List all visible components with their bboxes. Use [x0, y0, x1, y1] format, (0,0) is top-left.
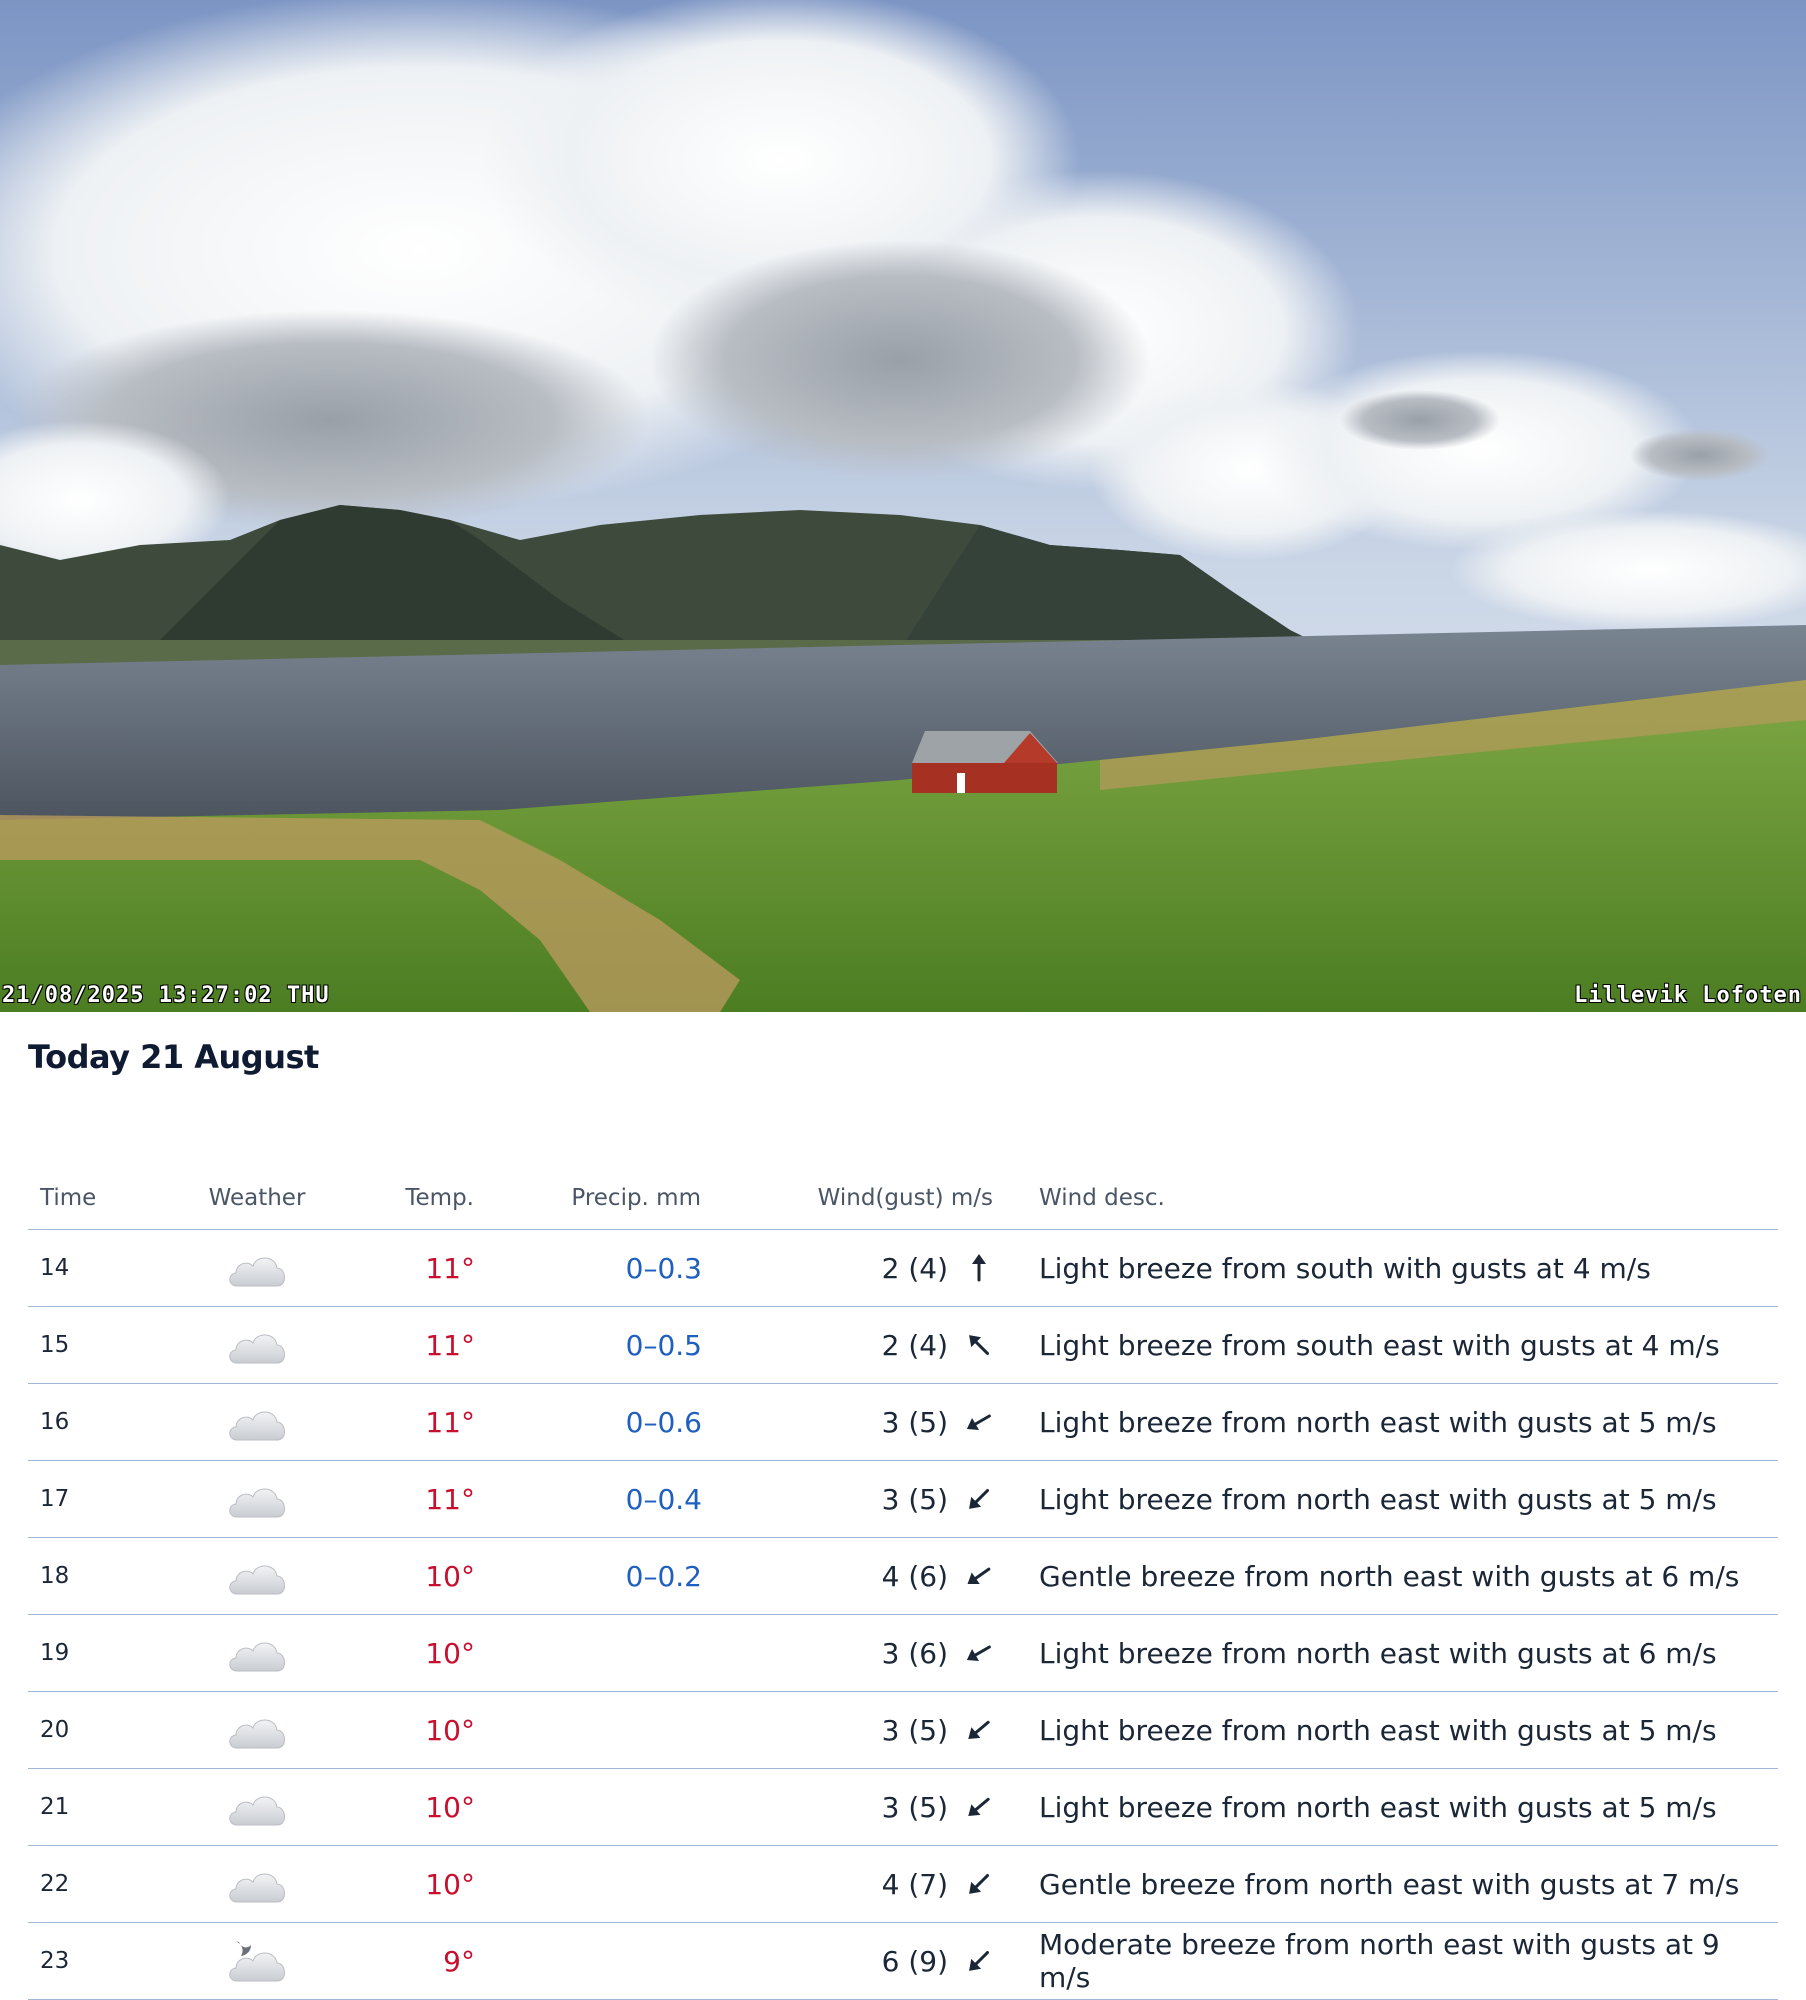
forecast-wind-speed: 4 (6) [881, 1559, 948, 1593]
forecast-temp: 11° [323, 1307, 475, 1384]
forecast-wind-desc: Light breeze from south with gusts at 4 m/s [994, 1230, 1778, 1307]
forecast-precip: 0–0.4 [475, 1461, 702, 1538]
forecast-wind-desc: Gentle breeze from north east with gusts at 7 m/s [994, 1846, 1778, 1923]
forecast-temp: 10° [323, 1846, 475, 1923]
forecast-row [28, 1846, 1778, 1923]
column-header-precip: Precip. mm [475, 1100, 702, 1230]
forecast-rows [28, 1230, 1778, 2000]
forecast-time: 14 [28, 1230, 191, 1307]
forecast-row [28, 1230, 1778, 1307]
red-boathouse [912, 731, 1058, 793]
forecast-temp: 11° [323, 1384, 475, 1461]
forecast-wind-desc: Moderate breeze from north east with gusts at 9 m/s [994, 1923, 1778, 2000]
cloud-icon [225, 1323, 289, 1367]
forecast-precip [475, 1846, 702, 1923]
hourly-forecast [0, 1012, 1806, 2000]
wind-direction-arrow-icon [958, 1555, 1000, 1597]
wind-direction-arrow-icon [958, 1324, 1000, 1366]
column-header-time: Time [28, 1100, 191, 1230]
forecast-precip: 0–0.3 [475, 1230, 702, 1307]
forecast-row [28, 1923, 1778, 2000]
forecast-time: 19 [28, 1615, 191, 1692]
forecast-wind-speed: 4 (7) [881, 1867, 948, 1901]
forecast-day-heading: Today 21 August [28, 1038, 319, 1076]
cloud-icon [225, 1477, 289, 1521]
forecast-row [28, 1692, 1778, 1769]
forecast-precip [475, 1769, 702, 1846]
forecast-precip [475, 1692, 702, 1769]
column-header-wind: Wind(gust) m/s [702, 1100, 994, 1230]
wind-direction-arrow-icon [958, 1863, 1000, 1905]
cloud-icon [225, 1785, 289, 1829]
forecast-wind-speed: 3 (5) [881, 1790, 948, 1824]
forecast-time: 22 [28, 1846, 191, 1923]
forecast-temp: 10° [323, 1538, 475, 1615]
forecast-wind-desc: Gentle breeze from north east with gusts at 6 m/s [994, 1538, 1778, 1615]
forecast-row [28, 1384, 1778, 1461]
wind-direction-arrow-icon [958, 1940, 1000, 1982]
forecast-wind-desc: Light breeze from south east with gusts at 4 m/s [994, 1307, 1778, 1384]
forecast-time: 23 [28, 1923, 191, 2000]
forecast-wind-speed: 3 (5) [881, 1713, 948, 1747]
forecast-precip: 0–0.5 [475, 1307, 702, 1384]
forecast-precip: 0–0.6 [475, 1384, 702, 1461]
forecast-row [28, 1461, 1778, 1538]
forecast-temp: 11° [323, 1230, 475, 1307]
forecast-wind-speed: 3 (5) [881, 1405, 948, 1439]
cloud-icon [225, 1246, 289, 1290]
forecast-time: 20 [28, 1692, 191, 1769]
forecast-precip [475, 1615, 702, 1692]
forecast-wind-desc: Light breeze from north east with gusts at 5 m/s [994, 1384, 1778, 1461]
forecast-table [28, 1100, 1778, 2000]
cloud-icon [225, 1400, 289, 1444]
forecast-time: 18 [28, 1538, 191, 1615]
wind-direction-arrow-icon [958, 1786, 1000, 1828]
wind-direction-arrow-icon [959, 1402, 1000, 1443]
forecast-wind-desc: Light breeze from north east with gusts at 5 m/s [994, 1461, 1778, 1538]
forecast-wind-speed: 3 (5) [881, 1482, 948, 1516]
forecast-wind-speed: 2 (4) [881, 1328, 948, 1362]
cloud-icon [225, 1554, 289, 1598]
forecast-time: 15 [28, 1307, 191, 1384]
forecast-row [28, 1538, 1778, 1615]
forecast-row [28, 1615, 1778, 1692]
forecast-temp: 10° [323, 1769, 475, 1846]
forecast-wind-desc: Light breeze from north east with gusts at 5 m/s [994, 1769, 1778, 1846]
column-header-weather: Weather [191, 1100, 323, 1230]
webcam-timestamp: 21/08/2025 13:27:02 THU [2, 983, 330, 1008]
cloud-icon [225, 1862, 289, 1906]
wind-direction-arrow-icon [958, 1709, 1000, 1751]
forecast-header-row [28, 1100, 1778, 1230]
cloud-icon [225, 1631, 289, 1675]
column-header-wind-desc: Wind desc. [994, 1100, 1778, 1230]
forecast-wind-speed: 3 (6) [881, 1636, 948, 1670]
webcam-location: Lillevik Lofoten [1574, 983, 1802, 1008]
forecast-time: 17 [28, 1461, 191, 1538]
wind-direction-arrow-icon [958, 1478, 1000, 1520]
forecast-time: 21 [28, 1769, 191, 1846]
column-header-temp: Temp. [323, 1100, 475, 1230]
forecast-time: 16 [28, 1384, 191, 1461]
forecast-wind-desc: Light breeze from north east with gusts at 6 m/s [994, 1615, 1778, 1692]
forecast-precip [475, 1923, 702, 2000]
forecast-temp: 9° [323, 1923, 475, 2000]
forecast-temp: 10° [323, 1615, 475, 1692]
wind-direction-arrow-icon [959, 1633, 1000, 1674]
forecast-wind-speed: 2 (4) [881, 1251, 948, 1285]
forecast-row [28, 1307, 1778, 1384]
forecast-row [28, 1769, 1778, 1846]
forecast-precip: 0–0.2 [475, 1538, 702, 1615]
cloud-icon [225, 1708, 289, 1752]
forecast-temp: 11° [323, 1461, 475, 1538]
wind-direction-arrow-icon [964, 1253, 994, 1283]
forecast-temp: 10° [323, 1692, 475, 1769]
forecast-wind-desc: Light breeze from north east with gusts at 5 m/s [994, 1692, 1778, 1769]
forecast-wind-speed: 6 (9) [881, 1944, 948, 1978]
